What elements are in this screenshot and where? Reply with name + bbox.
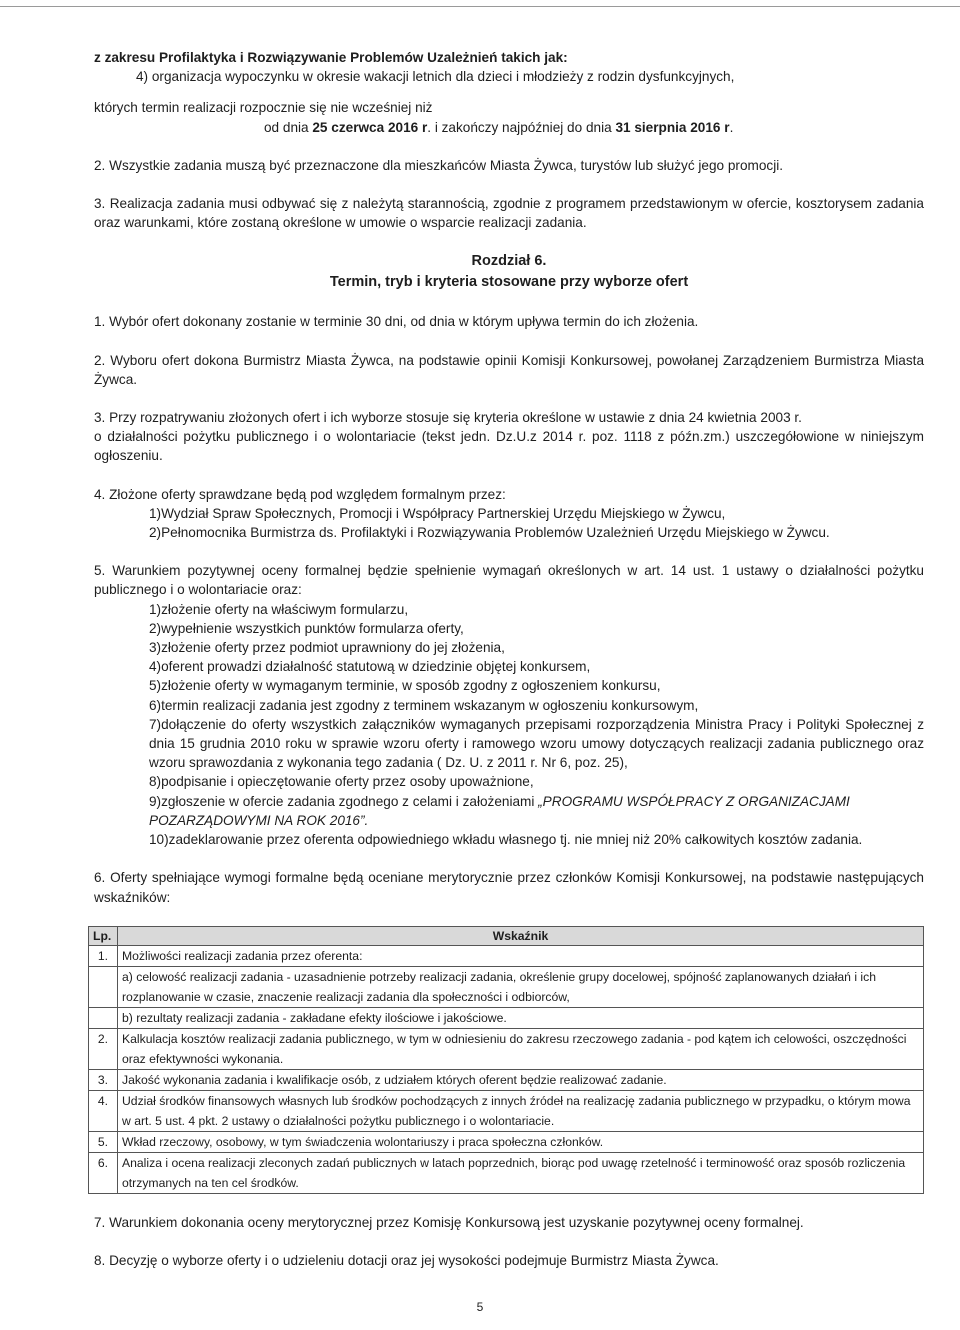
date-to: 31 sierpnia 2016 r <box>615 119 730 135</box>
row-text: Udział środków finansowych własnych lub środków pochodzących z innych źródeł na realizację zadania publicznego w przypadku, o którym mowa w art. 5 ust. 4 pkt. 2 ustawy o działalności pożytku publicznego i o wolontariacie. <box>118 1090 924 1131</box>
item-4-line-1: 4) organizacja wypoczynku w okresie wakacji letnich dla dzieci i młodzieży z rodzin dysfunkcyjnych, <box>136 69 735 85</box>
chapter-number: Rozdział 6. <box>471 253 547 270</box>
section-4-item-2: 2)Pełnomocnika Burmistrza ds. Profilaktyki i Rozwiązywania Problemów Uzależnień Urzędu Miejskiego w Żywcu. <box>149 525 830 541</box>
section-5-item-5: 5)złożenie oferty w wymaganym terminie, w sposób zgodny z ogłoszeniem konkursu, <box>149 678 661 694</box>
dates-end: . <box>729 119 734 135</box>
section-5-item-9 <box>149 792 924 830</box>
row-lp: 3. <box>89 1069 118 1090</box>
table-header-row <box>89 926 924 945</box>
table-row <box>89 1090 924 1131</box>
table-row <box>89 1007 924 1028</box>
dates-line <box>94 118 924 137</box>
item-4-line-2: których termin realizacji rozpocznie się nie wcześniej niż <box>94 100 433 116</box>
table-row <box>89 1152 924 1193</box>
dates-mid: . i zakończy najpóźniej do dnia <box>427 119 616 135</box>
section-6: 6. Oferty spełniające wymogi formalne będą oceniane merytorycznie przez członków Komisji Konkursowej, na podstawie następujących wskaźników: <box>94 870 924 905</box>
section-5-intro: 5. Warunkiem pozytywnej oceny formalnej będzie spełnienie wymagań określonych w art. 14 ust. 1 ustawy o działalności pożytku publicznego i o wolontariacie oraz: <box>94 563 924 598</box>
row-lp: 6. <box>89 1152 118 1193</box>
row-lp: 4. <box>89 1090 118 1131</box>
date-from: 25 czerwca 2016 r <box>312 119 428 135</box>
row-text: a) celowość realizacji zadania - uzasadnienie potrzeby realizacji zadania, określenie grupy docelowej, spójność zaplanowanych działań i ich rozplanowanie w czasie, znaczenie realizacji zadania dla społeczności i odbiorców, <box>118 966 924 1007</box>
section-3-rest: o działalności pożytku publicznego i o wolontariacie (tekst jedn. Dz.U.z 2014 r. poz. 1118 z późn.zm.) uszczegółowione w niniejszym ogłoszeniu. <box>94 429 924 464</box>
row-text: Możliwości realizacji zadania przez oferenta: <box>118 945 924 966</box>
page-number: 5 <box>476 1300 484 1314</box>
paragraph-2: 2. Wszystkie zadania muszą być przeznaczone dla mieszkańców Miasta Żywca, turystów lub służyć jego promocji. <box>94 157 784 173</box>
document-page <box>94 48 924 1270</box>
table-row <box>89 1069 924 1090</box>
row-text: Kalkulacja kosztów realizacji zadania publicznego, w tym w odniesieniu do zakresu rzeczowego zadania - pod kątem ich celowości, oszczędności oraz efektywności wykonania. <box>118 1028 924 1069</box>
table-row <box>89 966 924 1007</box>
section-5-item-1: 1)złożenie oferty na właściwym formularzu, <box>149 601 409 617</box>
row-lp: 5. <box>89 1131 118 1152</box>
section-1: 1. Wybór ofert dokonany zostanie w terminie 30 dni, od dnia w którym upływa termin do ich złożenia. <box>94 314 699 330</box>
section-3-line-1: 3. Przy rozpatrywaniu złożonych ofert i ich wyborze stosuje się kryteria określone w ustawie z dnia 24 kwietnia 2003 r. <box>94 410 802 426</box>
section-5-list <box>94 600 924 850</box>
section-4-intro: 4. Złożone oferty sprawdzane będą pod względem formalnym przez: <box>94 486 506 502</box>
row-lp: 2. <box>89 1028 118 1069</box>
section-5-item-4: 4)oferent prowadzi działalność statutową w dziedzinie objętej konkursem, <box>149 659 591 675</box>
section-5-item-3: 3)złożenie oferty przez podmiot uprawniony do jej złożenia, <box>149 640 505 656</box>
chapter-title: Termin, tryb i kryteria stosowane przy wyborze ofert <box>329 274 689 291</box>
table-row <box>89 1131 924 1152</box>
section-5-item-6: 6)termin realizacji zadania jest zgodny z terminem wskazanym w ogłoszeniu konkursowym, <box>149 697 699 713</box>
header-wskaznik: Wskaźnik <box>118 926 924 945</box>
section-4-item-1: 1)Wydział Spraw Społecznych, Promocji i Współpracy Partnerskiej Urzędu Miejskiego w Żywcu, <box>149 505 726 521</box>
item-9-program-name: „PROGRAMU WSPÓŁPRACY Z ORGANIZACJAMI POZARZĄDOWYMI NA ROK 2016”. <box>149 793 850 828</box>
table-row <box>89 1028 924 1069</box>
criteria-table <box>88 926 924 1194</box>
section-header: z zakresu Profilaktyka i Rozwiązywanie Problemów Uzależnień takich jak: <box>94 50 568 65</box>
row-text: b) rezultaty realizacji zadania - zakładane efekty ilościowe i jakościowe. <box>118 1007 924 1028</box>
row-lp: 1. <box>89 945 118 966</box>
row-text: Jakość wykonania zadania i kwalifikacje osób, z udziałem których oferent będzie realizować zadanie. <box>118 1069 924 1090</box>
paragraph-3: 3. Realizacja zadania musi odbywać się z należytą starannością, zgodnie z programem przedstawionym w ofercie, kosztorysem zadania oraz warunkami, które zostaną określone w umowie o wsparcie realizacji zadania. <box>94 196 924 231</box>
item-9-prefix: 9)zgłoszenie w ofercie zadania zgodnego z celami i założeniami <box>149 793 539 809</box>
section-5-item-10: 10)zadeklarowanie przez oferenta odpowiedniego wkładu własnego tj. nie mniej niż 20% całkowitych kosztów zadania. <box>149 832 863 848</box>
row-lp <box>89 966 118 1007</box>
header-lp: Lp. <box>89 926 118 945</box>
section-5-item-7: 7)dołączenie do oferty wszystkich załączników wymaganych przepisami rozporządzenia Ministra Pracy i Polityki Społecznej z dnia 15 grudnia 2010 roku w sprawie wzoru oferty i ramowego wzoru umowy dotyczących realizacji zadania publicznego oraz wzoru sprawozdania z wykonania tego zadania ( Dz. U. z 2011 r. Nr 6, poz. 25), <box>149 716 924 771</box>
section-2: 2. Wyboru ofert dokona Burmistrz Miasta Żywca, na podstawie opinii Komisji Konkursowej, powołanej Zarządzeniem Burmistrza Miasta Żywca. <box>94 352 924 387</box>
dates-from-prefix: od dnia <box>264 119 313 135</box>
top-rule <box>0 6 960 7</box>
row-text: Wkład rzeczowy, osobowy, w tym świadczenia wolontariuszy i praca społeczna członków. <box>118 1131 924 1152</box>
section-5-item-2: 2)wypełnienie wszystkich punktów formularza oferty, <box>149 620 464 636</box>
section-5-item-8: 8)podpisanie i opieczętowanie oferty przez osoby upoważnione, <box>149 774 534 790</box>
row-lp <box>89 1007 118 1028</box>
section-7: 7. Warunkiem dokonania oceny merytorycznej przez Komisję Konkursową jest uzyskanie pozytywnej oceny formalnej. <box>94 1214 804 1230</box>
row-text: Analiza i ocena realizacji zleconych zadań publicznych w latach poprzednich, biorąc pod uwagę rzetelność i terminowość oraz sposób rozliczenia otrzymanych na ten cel środków. <box>118 1152 924 1193</box>
table-row <box>89 945 924 966</box>
section-8: 8. Decyzję o wyborze oferty i o udzieleniu dotacji oraz jej wysokości podejmuje Burmistrz Miasta Żywca. <box>94 1252 719 1268</box>
